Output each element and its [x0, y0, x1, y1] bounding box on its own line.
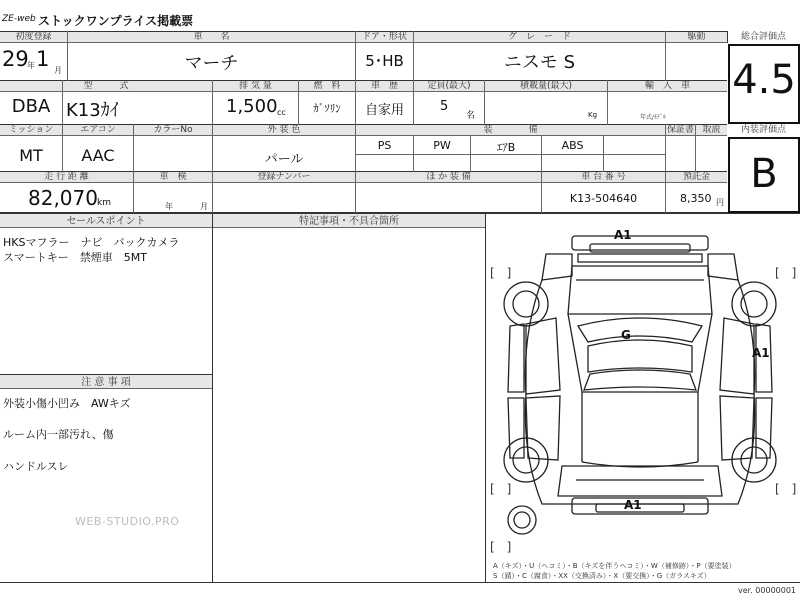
- car-name-value: マーチ: [184, 53, 239, 74]
- legend-line: A（キズ）・U（ヘコミ）・B（キズを伴うヘコミ）・W（補修跡）・P（要塗装）: [493, 562, 736, 570]
- version-label: ver. 00000001: [738, 586, 797, 595]
- total-score-label: 総合評価点: [740, 32, 786, 42]
- door-type-label: ドア・形状: [362, 32, 407, 42]
- inspection-year: 年: [165, 202, 173, 211]
- displacement-value: 1,500: [226, 96, 278, 117]
- logo: ZE-web: [2, 14, 36, 24]
- usage-label: 車 歴: [370, 81, 398, 91]
- first-reg-label: 初度登録: [15, 32, 52, 42]
- interior-score-value: B: [750, 151, 778, 197]
- inspection-month: 月: [200, 202, 208, 211]
- mission-label: ミッション: [8, 125, 54, 135]
- plate-label: 登録ナンバー: [257, 172, 311, 182]
- trunk: [558, 466, 722, 496]
- model-value: K13ｶｲ: [66, 100, 119, 121]
- first-reg-month: 1: [36, 47, 50, 71]
- sales-point-line: HKSマフラー ナビ バックカメラ: [3, 236, 180, 249]
- cautions-label: 注 意 事 項: [81, 377, 131, 388]
- exterior-color-value: パール: [264, 152, 304, 167]
- rear-window: [584, 370, 696, 390]
- interior-score-label: 内装評価点: [740, 125, 786, 135]
- caution-line: ハンドルスレ: [3, 460, 69, 473]
- right-front-door: [720, 318, 754, 394]
- total-score-value: 4.5: [732, 57, 796, 103]
- bracket-rear-right: [ ]: [775, 482, 797, 496]
- windshield: [578, 318, 702, 342]
- warranty-label: 保証書: [666, 125, 694, 135]
- capacity-unit: 名: [466, 111, 476, 121]
- first-reg-month-unit: 月: [54, 66, 62, 75]
- equipment-item: ABS: [561, 139, 584, 152]
- displacement-label: 排 気 量: [239, 81, 272, 91]
- page-title: ストックワンプライス掲載票: [38, 14, 194, 28]
- fuel-value: ｶﾞｿﾘﾝ: [313, 102, 341, 115]
- left-rear-door: [526, 396, 560, 460]
- aircon-value: AAC: [81, 146, 115, 165]
- capacity-label: 定員(最大): [427, 81, 471, 91]
- model-label: 型 式: [83, 81, 129, 91]
- first-reg-year: 29: [2, 47, 29, 71]
- right-rear-door: [720, 396, 754, 460]
- first-reg-year-unit: 年: [27, 61, 35, 70]
- door-type-value: 5･HB: [365, 52, 404, 70]
- front-bumper: [572, 236, 708, 250]
- hood: [568, 266, 712, 314]
- sales-points-label: セールスポイント: [66, 216, 146, 227]
- equipment-item: ｴｱB: [496, 141, 516, 154]
- bracket-spare: [ ]: [490, 540, 512, 554]
- damage-code-front: A1: [614, 228, 632, 242]
- mission-value: MT: [19, 146, 43, 165]
- bracket-front-right: [ ]: [775, 266, 797, 280]
- load-label: 積載量(最大): [519, 81, 573, 91]
- watermark: WEB-STUDIO.PRO: [75, 515, 180, 528]
- spare-tire: [508, 506, 536, 534]
- damage-code-right-side: A1: [752, 346, 770, 360]
- aircon-label: エアコン: [80, 125, 116, 135]
- usage-value: 自家用: [364, 103, 404, 118]
- rear-right-wheel: [732, 438, 776, 482]
- chassis-no-label: 車 台 番 号: [581, 172, 626, 182]
- sales-point-line: スマートキー 禁煙車 5MT: [3, 251, 147, 264]
- rear-left-wheel: [504, 438, 548, 482]
- caution-line: 外装小傷小凹み AWキズ: [3, 397, 131, 410]
- manual-label: 取説: [702, 125, 721, 135]
- capacity-value: 5: [440, 99, 449, 114]
- inspection-label: 車 検: [159, 172, 187, 182]
- deposit-unit: 円: [716, 198, 724, 207]
- mileage-value: 82,070: [28, 186, 98, 210]
- front-right-fender: [708, 254, 738, 280]
- caution-line: ルーム内一部汚れ、傷: [3, 428, 114, 441]
- other-equipment-label: ほ か 装 備: [426, 172, 471, 182]
- color-no-label: カラーNo: [153, 125, 193, 135]
- fuel-label: 燃 料: [313, 81, 341, 91]
- grade-value: ニスモ S: [503, 52, 576, 73]
- bracket-rear-left: [ ]: [490, 482, 512, 496]
- car-diagram: [486, 214, 800, 564]
- damage-code-rear: A1: [624, 498, 642, 512]
- exterior-color-label: 外 装 色: [267, 125, 301, 135]
- chassis-no-value: K13-504640: [569, 192, 638, 205]
- damage-code-roof: G: [621, 328, 631, 342]
- equipment-item: PW: [433, 139, 451, 152]
- front-right-wheel: [732, 282, 776, 326]
- front-left-wheel: [504, 282, 548, 326]
- drive-label: 駆動: [687, 32, 706, 42]
- front-left-fender: [542, 254, 572, 280]
- grade-label: グ レ ー ド: [507, 32, 571, 42]
- equipment-item: PS: [377, 139, 392, 152]
- special-notes-label: 特記事項・不具合箇所: [299, 216, 399, 227]
- roof: [588, 340, 692, 372]
- load-unit: Kg: [588, 111, 598, 119]
- deposit-label: 預託金: [682, 172, 710, 182]
- car-name-label: 車 名: [193, 32, 230, 42]
- mileage-unit: km: [97, 198, 111, 208]
- deposit-value: 8,350: [680, 192, 712, 205]
- left-front-door: [526, 318, 560, 394]
- mileage-label: 走 行 距 離: [44, 172, 89, 182]
- legend-line: S（錆）・C（腐食）・XX（交換済み）・X（要交換）・G（ガラスキズ）: [493, 572, 711, 580]
- equipment-label: 装 備: [483, 125, 538, 135]
- import-note: 年式/ﾓﾃﾞﾙ: [640, 114, 667, 121]
- import-label: 輸 入 車: [644, 81, 690, 91]
- model-prefix: DBA: [11, 96, 51, 117]
- bracket-front-left: [ ]: [490, 266, 512, 280]
- displacement-unit: cc: [277, 108, 286, 117]
